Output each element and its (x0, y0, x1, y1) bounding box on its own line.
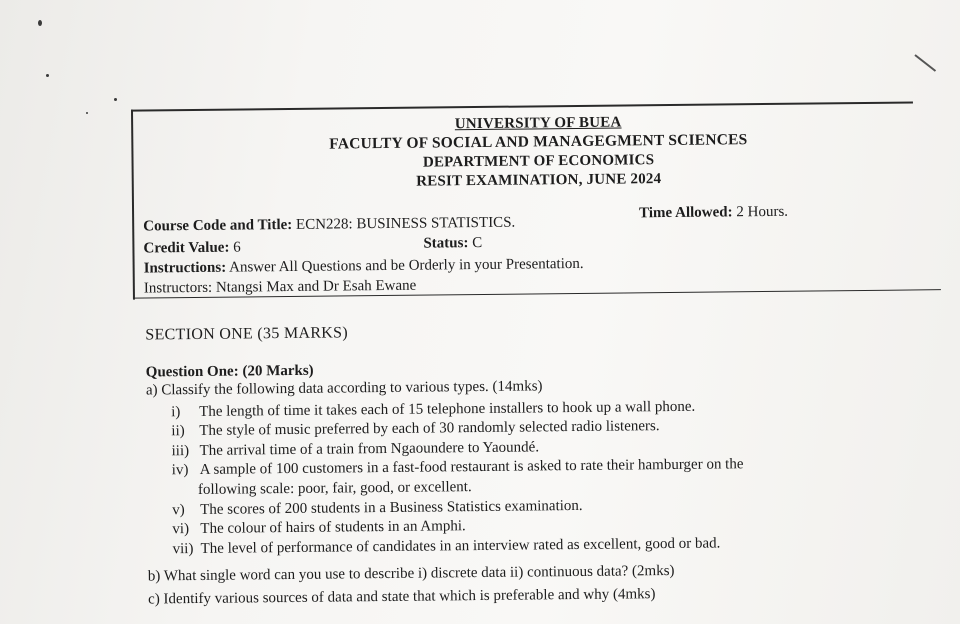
question-part-b: b) What single word can you use to describe i) discrete data ii) continuous data? (2mks) (147, 562, 675, 585)
time-allowed-row (639, 204, 788, 223)
question-part-a: a) Classify the following data according to various types. (14mks) (145, 378, 543, 399)
status-row (423, 235, 482, 253)
status-value: C (472, 234, 483, 252)
time-allowed-value: 2 Hours. (736, 203, 789, 221)
credit-value: 6 (233, 239, 241, 256)
list-item-number: iv) (171, 462, 189, 479)
instructions-row (144, 256, 584, 278)
list-item (172, 518, 466, 538)
list-item-text: The style of music preferred by each of 30 randomly selected radio listeners. (199, 418, 660, 439)
list-item (198, 479, 472, 499)
list-item-text: The length of time it takes each of 15 telephone installers to hook up a wall phone. (199, 398, 696, 420)
instructions-label: Instructions: (143, 259, 227, 277)
credit-row (143, 240, 240, 258)
list-item-number: ii) (171, 423, 185, 440)
list-item (173, 535, 721, 558)
instructors-label: Instructors: (143, 279, 213, 297)
section-title: SECTION ONE (35 MARKS) (145, 324, 349, 344)
department-name: DEPARTMENT OF ECONOMICS (422, 152, 655, 171)
credit-label: Credit Value: (143, 239, 230, 257)
list-item (171, 418, 659, 440)
course-code-value: ECN228: BUSINESS STATISTICS. (295, 214, 516, 233)
list-item-number: vi) (172, 521, 190, 538)
list-item-number: vii) (172, 541, 194, 558)
status-label: Status: (423, 235, 469, 252)
list-item-text: The level of performance of candidates in an interview rated as excellent, good or bad. (200, 535, 721, 557)
time-allowed-label: Time Allowed: (639, 204, 733, 222)
instructions-value: Answer All Questions and be Orderly in your Presentation. (229, 255, 584, 276)
list-item-text: The arrival time of a train from Ngaoundere to Yaoundé. (199, 439, 540, 459)
question-one-title: Question One: (20 Marks) (145, 362, 314, 381)
list-item (172, 498, 583, 519)
list-item-text: A sample of 100 customers in a fast-food restaurant is asked to rate their hamburger on the (199, 456, 744, 478)
list-item-text: The colour of hairs of students in an Amphi. (200, 518, 466, 537)
list-item (172, 456, 744, 479)
course-code-row (143, 215, 515, 236)
list-item-number: iii) (171, 443, 190, 460)
course-code-label: Course Code and Title: (143, 216, 293, 235)
list-item-number: v) (172, 502, 185, 519)
question-part-c: c) Identify various sources of data and state that which is preferable and why (4mks) (148, 586, 656, 608)
university-name: UNIVERSITY OF BUEA (454, 114, 622, 133)
instructors-value: Ntangsi Max and Dr Esah Ewane (215, 277, 417, 296)
header-top-rule (131, 101, 913, 111)
instructors-row (144, 278, 417, 298)
list-item-text: The scores of 200 students in a Business Statistics examination. (200, 497, 583, 518)
exam-title: RESIT EXAMINATION, JUNE 2024 (416, 171, 662, 190)
list-item-text: following scale: poor, fair, good, or excellent. (197, 479, 472, 498)
list-item (171, 439, 539, 460)
list-item-number: i) (171, 404, 181, 421)
faculty-name: FACULTY OF SOCIAL AND MANAGEGMENT SCIENCES (329, 131, 748, 153)
